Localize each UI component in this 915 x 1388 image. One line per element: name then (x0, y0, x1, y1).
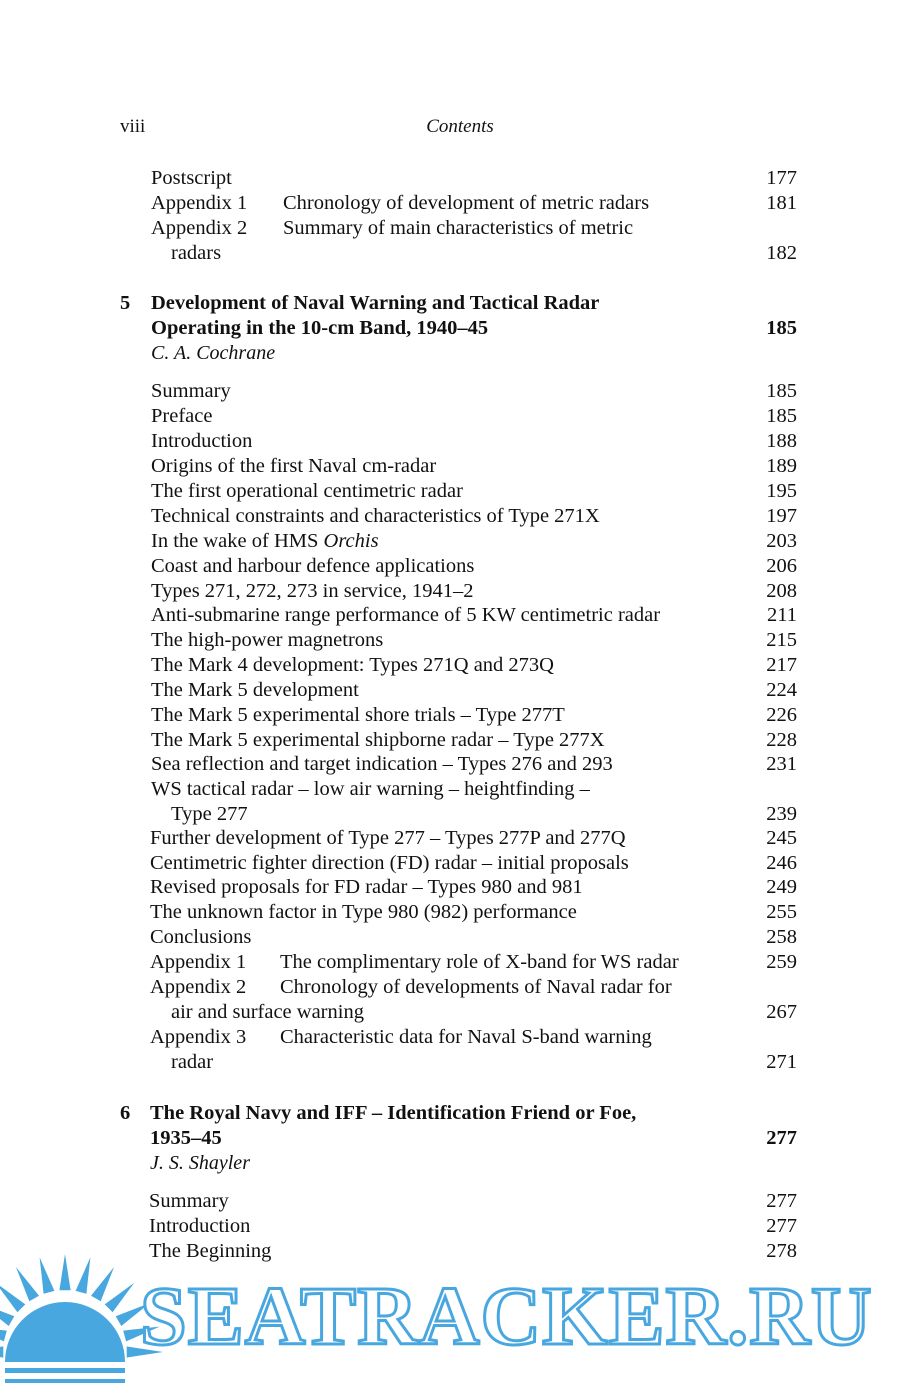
toc-entry (151, 653, 797, 678)
entry-title: The Mark 4 development: Types 271Q and 273Q (151, 654, 554, 676)
entry-page: 211 (767, 604, 797, 626)
entry-page: 203 (766, 530, 797, 552)
entry-title: Type 277 (171, 803, 248, 825)
toc-entry (151, 166, 797, 191)
entry-label: Appendix 1 (150, 951, 247, 973)
entry-page: 185 (766, 405, 797, 427)
entry-title: Types 271, 272, 273 in service, 1941–2 (151, 580, 474, 602)
entry-page: 188 (766, 430, 797, 452)
entry-label: Appendix 3 (150, 1026, 247, 1048)
entry-page: 246 (766, 852, 797, 874)
entry-title: The unknown factor in Type 980 (982) performance (150, 901, 577, 923)
entry-title: Coast and harbour defence applications (151, 555, 475, 577)
toc-entry (151, 752, 797, 777)
entry-title: Characteristic data for Naval S-band warning (280, 1026, 652, 1048)
entry-title: Chronology of development of metric radars (283, 192, 650, 214)
chapter-title: 1935–45 (150, 1127, 222, 1149)
entry-page: 177 (766, 167, 797, 189)
toc-entry (151, 579, 797, 604)
chapter-author: C. A. Cochrane (151, 342, 276, 364)
toc-entry (151, 379, 797, 404)
entry-title: Sea reflection and target indication – Types 276 and 293 (151, 753, 613, 775)
chapter-page: 185 (766, 317, 797, 339)
toc-entry (150, 851, 797, 876)
toc-entry (151, 479, 797, 504)
toc-entry (151, 603, 797, 628)
toc-entry-continuation (171, 1000, 797, 1025)
entry-title: The complimentary role of X-band for WS radar (280, 951, 679, 973)
entry-page: 224 (766, 679, 797, 701)
toc-entry-continuation (171, 802, 797, 827)
entry-page: 208 (766, 580, 797, 602)
entry-page: 217 (766, 654, 797, 676)
entry-page: 206 (766, 555, 797, 577)
entry-page: 277 (766, 1190, 797, 1212)
entry-title: air and surface warning (171, 1001, 364, 1023)
toc-entry (151, 216, 797, 241)
entry-title: Summary (149, 1190, 229, 1212)
entry-title: Centimetric fighter direction (FD) radar – initial proposals (150, 852, 629, 874)
toc-entry (149, 1214, 797, 1239)
sun-ray (0, 1303, 14, 1326)
sun-ray (0, 1283, 25, 1313)
entry-page: 267 (766, 1001, 797, 1023)
entry-page: 255 (766, 901, 797, 923)
toc-entry (150, 950, 797, 975)
toc-entry (151, 529, 797, 554)
toc-entry (151, 429, 797, 454)
sun-ray (91, 1267, 114, 1301)
page-folio: viii (120, 116, 146, 137)
entry-page: 181 (766, 192, 797, 214)
entry-title: The Mark 5 experimental shore trials – Type 277T (151, 704, 565, 726)
entry-title: Postscript (151, 167, 232, 189)
entry-page: 249 (766, 876, 797, 898)
entry-page: 195 (766, 480, 797, 502)
toc-entry (151, 404, 797, 429)
entry-title: Chronology of developments of Naval radar for (280, 976, 672, 998)
chapter-number: 6 (120, 1102, 131, 1124)
entry-title: Conclusions (150, 926, 252, 948)
entry-title: Further development of Type 277 – Types 277P and 277Q (150, 827, 626, 849)
toc-entry-continuation (171, 241, 797, 266)
sun-ray (0, 1327, 7, 1342)
sun-half-disc (5, 1302, 125, 1362)
entry-label: Appendix 2 (150, 976, 247, 998)
entry-title: Origins of the first Naval cm-radar (151, 455, 437, 477)
toc-entry (150, 900, 797, 925)
chapter-author: J. S. Shayler (150, 1152, 250, 1174)
toc-entry (150, 826, 797, 851)
entry-title: The Mark 5 development (151, 679, 359, 701)
entry-title: The Mark 5 experimental shipborne radar – Type 277X (151, 729, 605, 751)
entry-label: Appendix 2 (151, 217, 248, 239)
entry-page: 228 (766, 729, 797, 751)
chapter-title: The Royal Navy and IFF – Identification Friend or Foe, (150, 1102, 637, 1124)
entry-page: 259 (766, 951, 797, 973)
entry-page: 197 (766, 505, 797, 527)
entry-title: Preface (151, 405, 213, 427)
toc-entry (151, 728, 797, 753)
entry-title: Anti-submarine range performance of 5 KW centimetric radar (151, 604, 661, 626)
toc-entry (150, 925, 797, 950)
entry-title: WS tactical radar – low air warning – heightfinding – (151, 778, 590, 800)
sun-ray (0, 1346, 3, 1357)
entry-page: 245 (766, 827, 797, 849)
entry-page: 258 (766, 926, 797, 948)
entry-title: radar (171, 1051, 214, 1073)
chapter-page: 277 (766, 1127, 797, 1149)
toc-entry (151, 703, 797, 728)
toc-entry (151, 554, 797, 579)
toc-entry (150, 875, 797, 900)
entry-title: Summary (151, 380, 231, 402)
sun-ray (59, 1254, 70, 1290)
entry-page: 215 (766, 629, 797, 651)
entry-label: Appendix 1 (151, 192, 248, 214)
toc-entry-continuation (171, 1050, 797, 1075)
entry-title: The first operational centimetric radar (151, 480, 463, 502)
toc-entry (151, 191, 797, 216)
entry-page: 278 (766, 1240, 797, 1262)
toc-entry (151, 628, 797, 653)
entry-title: Introduction (149, 1215, 251, 1237)
ship-name: Orchis (323, 530, 379, 552)
sun-ray (40, 1257, 55, 1294)
entry-page: 185 (766, 380, 797, 402)
entry-page: 189 (766, 455, 797, 477)
toc-entry (149, 1189, 797, 1214)
watermark-text: SEATRACKER.RU (140, 1270, 873, 1363)
entry-page: 226 (766, 704, 797, 726)
chapter-title: Development of Naval Warning and Tactical Radar (151, 292, 600, 314)
entry-page: 182 (766, 242, 797, 264)
toc-entry (151, 678, 797, 703)
toc-entry (150, 975, 797, 1000)
running-head (120, 116, 800, 144)
toc-entry (151, 454, 797, 479)
entry-title: The high-power magnetrons (151, 629, 384, 651)
entry-page: 277 (766, 1215, 797, 1237)
entry-title: radars (171, 242, 222, 264)
entry-title: In the wake of HMS Orchis (151, 530, 379, 552)
sun-ray (105, 1283, 135, 1313)
toc-entry (151, 504, 797, 529)
sun-horizon-band (5, 1379, 125, 1383)
entry-title: Introduction (151, 430, 253, 452)
chapter-number: 5 (120, 292, 131, 314)
entry-page: 271 (766, 1051, 797, 1073)
entry-title: The Beginning (149, 1240, 272, 1262)
chapter-title: Operating in the 10-cm Band, 1940–45 (151, 317, 489, 339)
toc-entry (150, 1025, 797, 1050)
sun-ray (16, 1267, 39, 1301)
entry-title: Technical constraints and characteristics of Type 271X (151, 505, 600, 527)
entry-title: Summary of main characteristics of metric (283, 217, 634, 239)
toc-entry (151, 777, 797, 802)
sun-horizon-band (5, 1368, 125, 1373)
entry-title: Revised proposals for FD radar – Types 980 and 981 (150, 876, 583, 898)
running-head-title: Contents (426, 116, 494, 137)
entry-page: 231 (766, 753, 797, 775)
sun-ray (76, 1257, 91, 1294)
entry-page: 239 (766, 803, 797, 825)
